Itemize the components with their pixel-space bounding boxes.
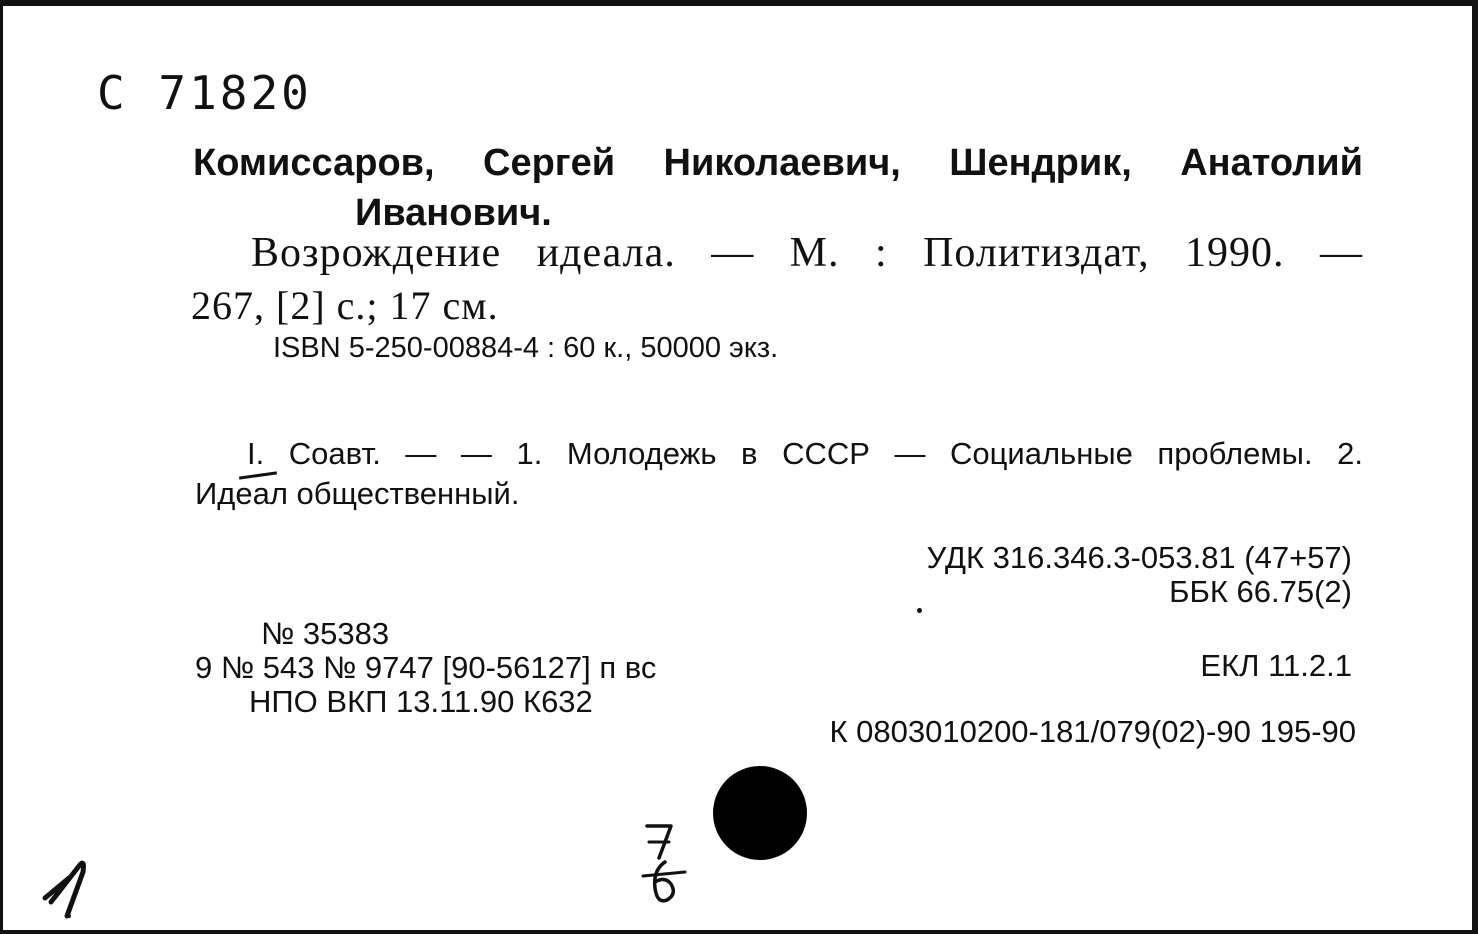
authors-heading-continued: Иванович.	[355, 192, 552, 234]
handwritten-numeral-center	[641, 818, 693, 910]
bbk-classification: ББК 66.75(2)	[1169, 574, 1352, 609]
udk-classification: УДК 316.346.3-053.81 (47+57)	[926, 540, 1352, 575]
isbn-price-line: ISBN 5-250-00884-4 : 60 к., 50000 экз.	[273, 332, 779, 364]
npo-line: НПО ВКП 13.11.90 К632	[249, 684, 593, 719]
punch-hole	[713, 766, 807, 860]
authors-heading: Комиссаров, Сергей Николаевич, Шендрик, Анатолий	[193, 142, 1363, 184]
accession-number: № 35383	[261, 616, 390, 651]
title-statement: Возрождение идеала. — М. : Политиздат, 1990. —	[251, 230, 1363, 276]
ink-dot	[917, 608, 922, 613]
subject-tracings: I. Соавт. — — 1. Молодежь в СССР — Социальные проблемы. 2.	[247, 436, 1363, 471]
subject-tracings-continued: Идеал общественный.	[195, 476, 520, 511]
publication-code: К 0803010200-181/079(02)-90 195-90	[829, 714, 1356, 749]
call-number: С 71820	[97, 66, 312, 120]
ekl-code: ЕКЛ 11.2.1	[1200, 648, 1352, 683]
physical-description: 267, [2] с.; 17 см.	[191, 283, 499, 328]
handwritten-numeral-left	[39, 844, 99, 920]
order-line: 9 № 543 № 9747 [90-56127] п вс	[195, 650, 657, 685]
